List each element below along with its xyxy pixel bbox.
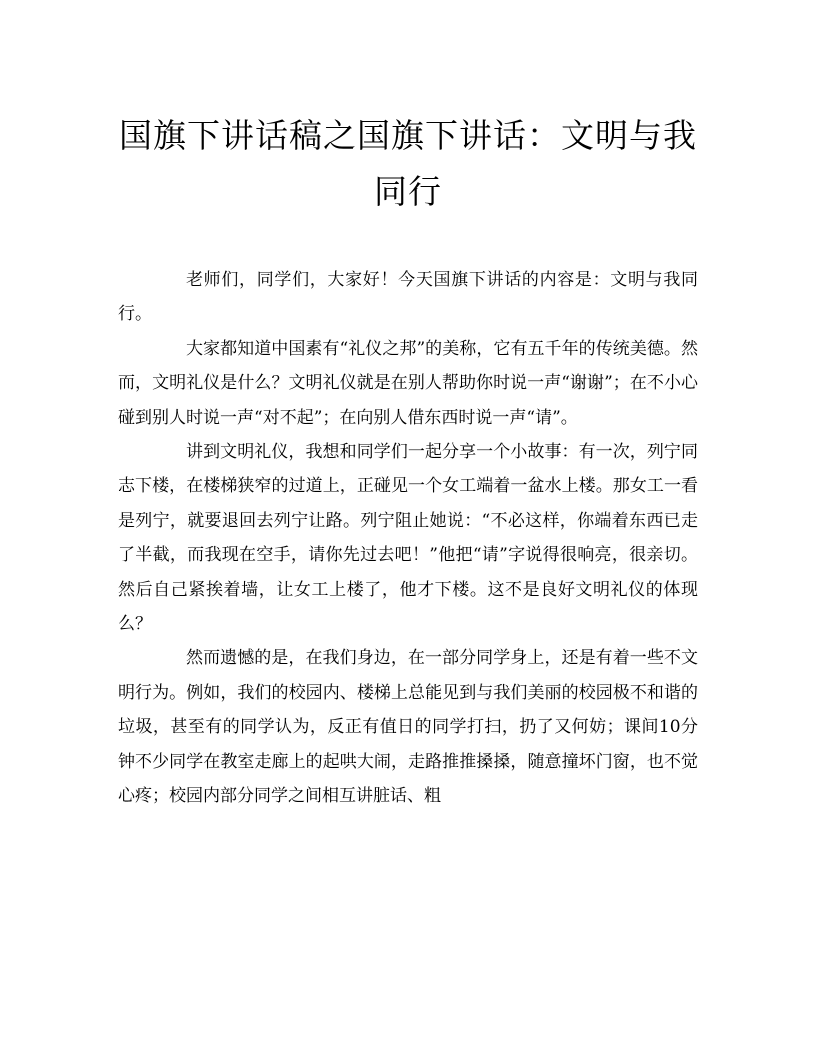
document-body (118, 263, 698, 814)
paragraph-greeting: 老师们，同学们，大家好！今天国旗下讲话的内容是：文明与我同行。 (118, 270, 698, 325)
paragraph-lenin-story: 讲到文明礼仪，我想和同学们一起分享一个小故事：有一次，列宁同志下楼，在楼梯狭窄的过道上，正碰见一个女工端着一盆水上楼。那女工一看是列宁，就要退回去列宁让路。列宁阻止她说：“不必这样，你端着东西已走了半截，而我现在空手，请你先过去吧！”他把“请”字说得很响亮，很亲切。然后自己紧挨着墙，让女工上楼了，他才下楼。这不是良好文明礼仪的体现么？ (118, 442, 698, 635)
document-title: 国旗下讲话稿之国旗下讲话：文明与我同行 (119, 116, 697, 211)
paragraph-etiquette-definition: 大家都知道中国素有“礼仪之邦”的美称，它有五千年的传统美德。然而，文明礼仪是什么？文明礼仪就是在别人帮助你时说一声“谢谢”；在不小心碰到别人时说一声“对不起”；在向别人借东西时说一声“请”。 (118, 338, 698, 428)
paragraph-uncivilized-behavior: 然而遗憾的是，在我们身边，在一部分同学身上，还是有着一些不文明行为。例如，我们的校园内、楼梯上总能见到与我们美丽的校园极不和谐的垃圾，甚至有的同学认为，反正有值日的同学打扫，扔了又何妨；课间10分钟不少同学在教室走廊上的起哄大闹，走路推推搡搡，随意撞坏门窗，也不觉心疼；校园内部分同学之间相互讲脏话、粗 (118, 648, 698, 807)
